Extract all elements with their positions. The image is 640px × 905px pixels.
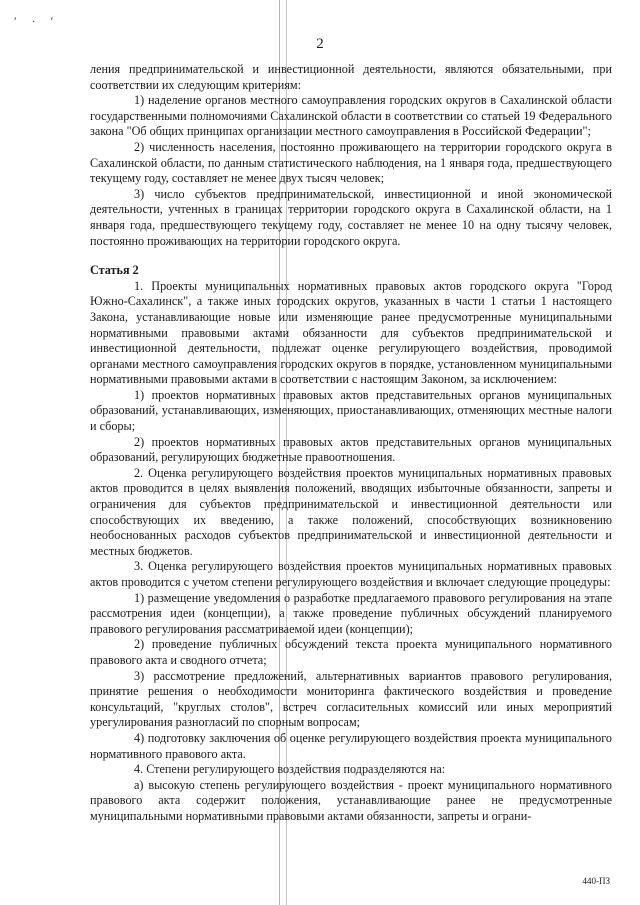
document-body [90,62,612,825]
criterion-2: 2) численность населения, постоянно проживающего на территории городского округа в Сахалинской области, по данным статистического наблюдения, на 1 января года, предшествующего текущему году, составляет не менее двух тысяч человек; [90,139,612,186]
paragraph-continuation: ления предпринимательской и инвестиционной деятельности, являются обязательными, при соответствии их следующим критериям: [90,62,612,92]
article-part-4: 4. Степени регулирующего воздействия подразделяются на: [134,762,446,777]
article-part-2: 2. Оценка регулирующего воздействия проектов муниципальных нормативных правовых актов проводится в целях выявления положений, вводящих избыточные обязанности, запреты и ограничения для субъектов предпринимательской и инвестиционной деятельности или способствующих их введению, а также положений, способствующих возникновению необоснованных расходов субъектов предпринимательской и инвестиционной деятельности и местных бюджетов. [90,465,612,558]
article-heading: Статья 2 [90,263,139,278]
article-part-3: 3. Оценка регулирующего воздействия проектов муниципальных нормативных правовых актов проводится с учетом степени регулирующего воздействия и включает следующие процедуры: [90,559,612,589]
article-part-3-item-4: 4) подготовку заключения об оценке регулирующего воздействия проекта муниципального нормативного правового акта. [90,730,612,761]
article-part-4-item-a: а) высокую степень регулирующего воздействия - проект муниципального нормативного правового акта содержит положения, устанавливающие ранее не предусмотренные муниципальными нормативными правовыми актами обязанности, запреты и ограни- [90,777,612,823]
article-part-1-item-1: 1) проектов нормативных правовых актов представительных органов муниципальных образований, устанавливающих, изменяющих, приостанавливающих, отменяющих местные налоги и сборы; [90,387,612,434]
article-part-3-item-1: 1) размещение уведомления о разработке предлагаемого правового регулирования на этапе рассмотрения идеи (концепции), а также проведение публичных обсуждений планируемого правового регулирования рассматриваемой идеи (концепции); [90,590,612,636]
article-part-1: 1. Проекты муниципальных нормативных правовых актов городского округа "Город Южно-Сахалинск", а также иных городских округов, указанных в части 1 статьи 1 настоящего Закона, устанавливающие новые или изменяющие ранее предусмотренные муниципальными нормативными правовыми актами обязанности для субъектов предпринимательской и инвестиционной деятельности, подлежат оценке регулирующего воздействия, проводимой органами местного самоуправления городских округов в порядке, установленном муниципальными нормативными правовыми актами в соответствии с настоящим Законом, за исключением: [90,278,612,387]
document-code: 440-ПЗ [582,876,610,886]
page-number: 2 [316,36,324,52]
scan-marks: ′ · ′ [14,14,60,28]
criterion-1: 1) наделение органов местного самоуправления городских округов в Сахалинской области государственными полномочиями Сахалинской области в соответствии со статьей 19 Федерального закона "Об общих принципах организации местного самоуправления в Российской Федерации"; [90,93,612,139]
criterion-3: 3) число субъектов предпринимательской, инвестиционной и иной экономической деятельности, учтенных в границах территории городского округа в Сахалинской области, на 1 января года, предшествующего текущему году, составляет не менее 10 на одну тысячу человек, постоянно проживающих на территории городского округа. [90,186,612,248]
article-part-3-item-2: 2) проведение публичных обсуждений текста проекта муниципального нормативного правового акта и сводного отчета; [90,637,612,667]
article-part-1-item-2: 2) проектов нормативных правовых актов представительных органов муниципальных образований, регулирующих бюджетные правоотношения. [90,434,612,465]
article-part-3-item-3: 3) рассмотрение предложений, альтернативных вариантов правового регулирования, принятие решения о необходимости мониторинга фактического воздействия и проведение консультаций, "круглых столов", встреч согласительных комиссий или иных мероприятий урегулирования разногласий по спорным вопросам; [90,668,612,730]
